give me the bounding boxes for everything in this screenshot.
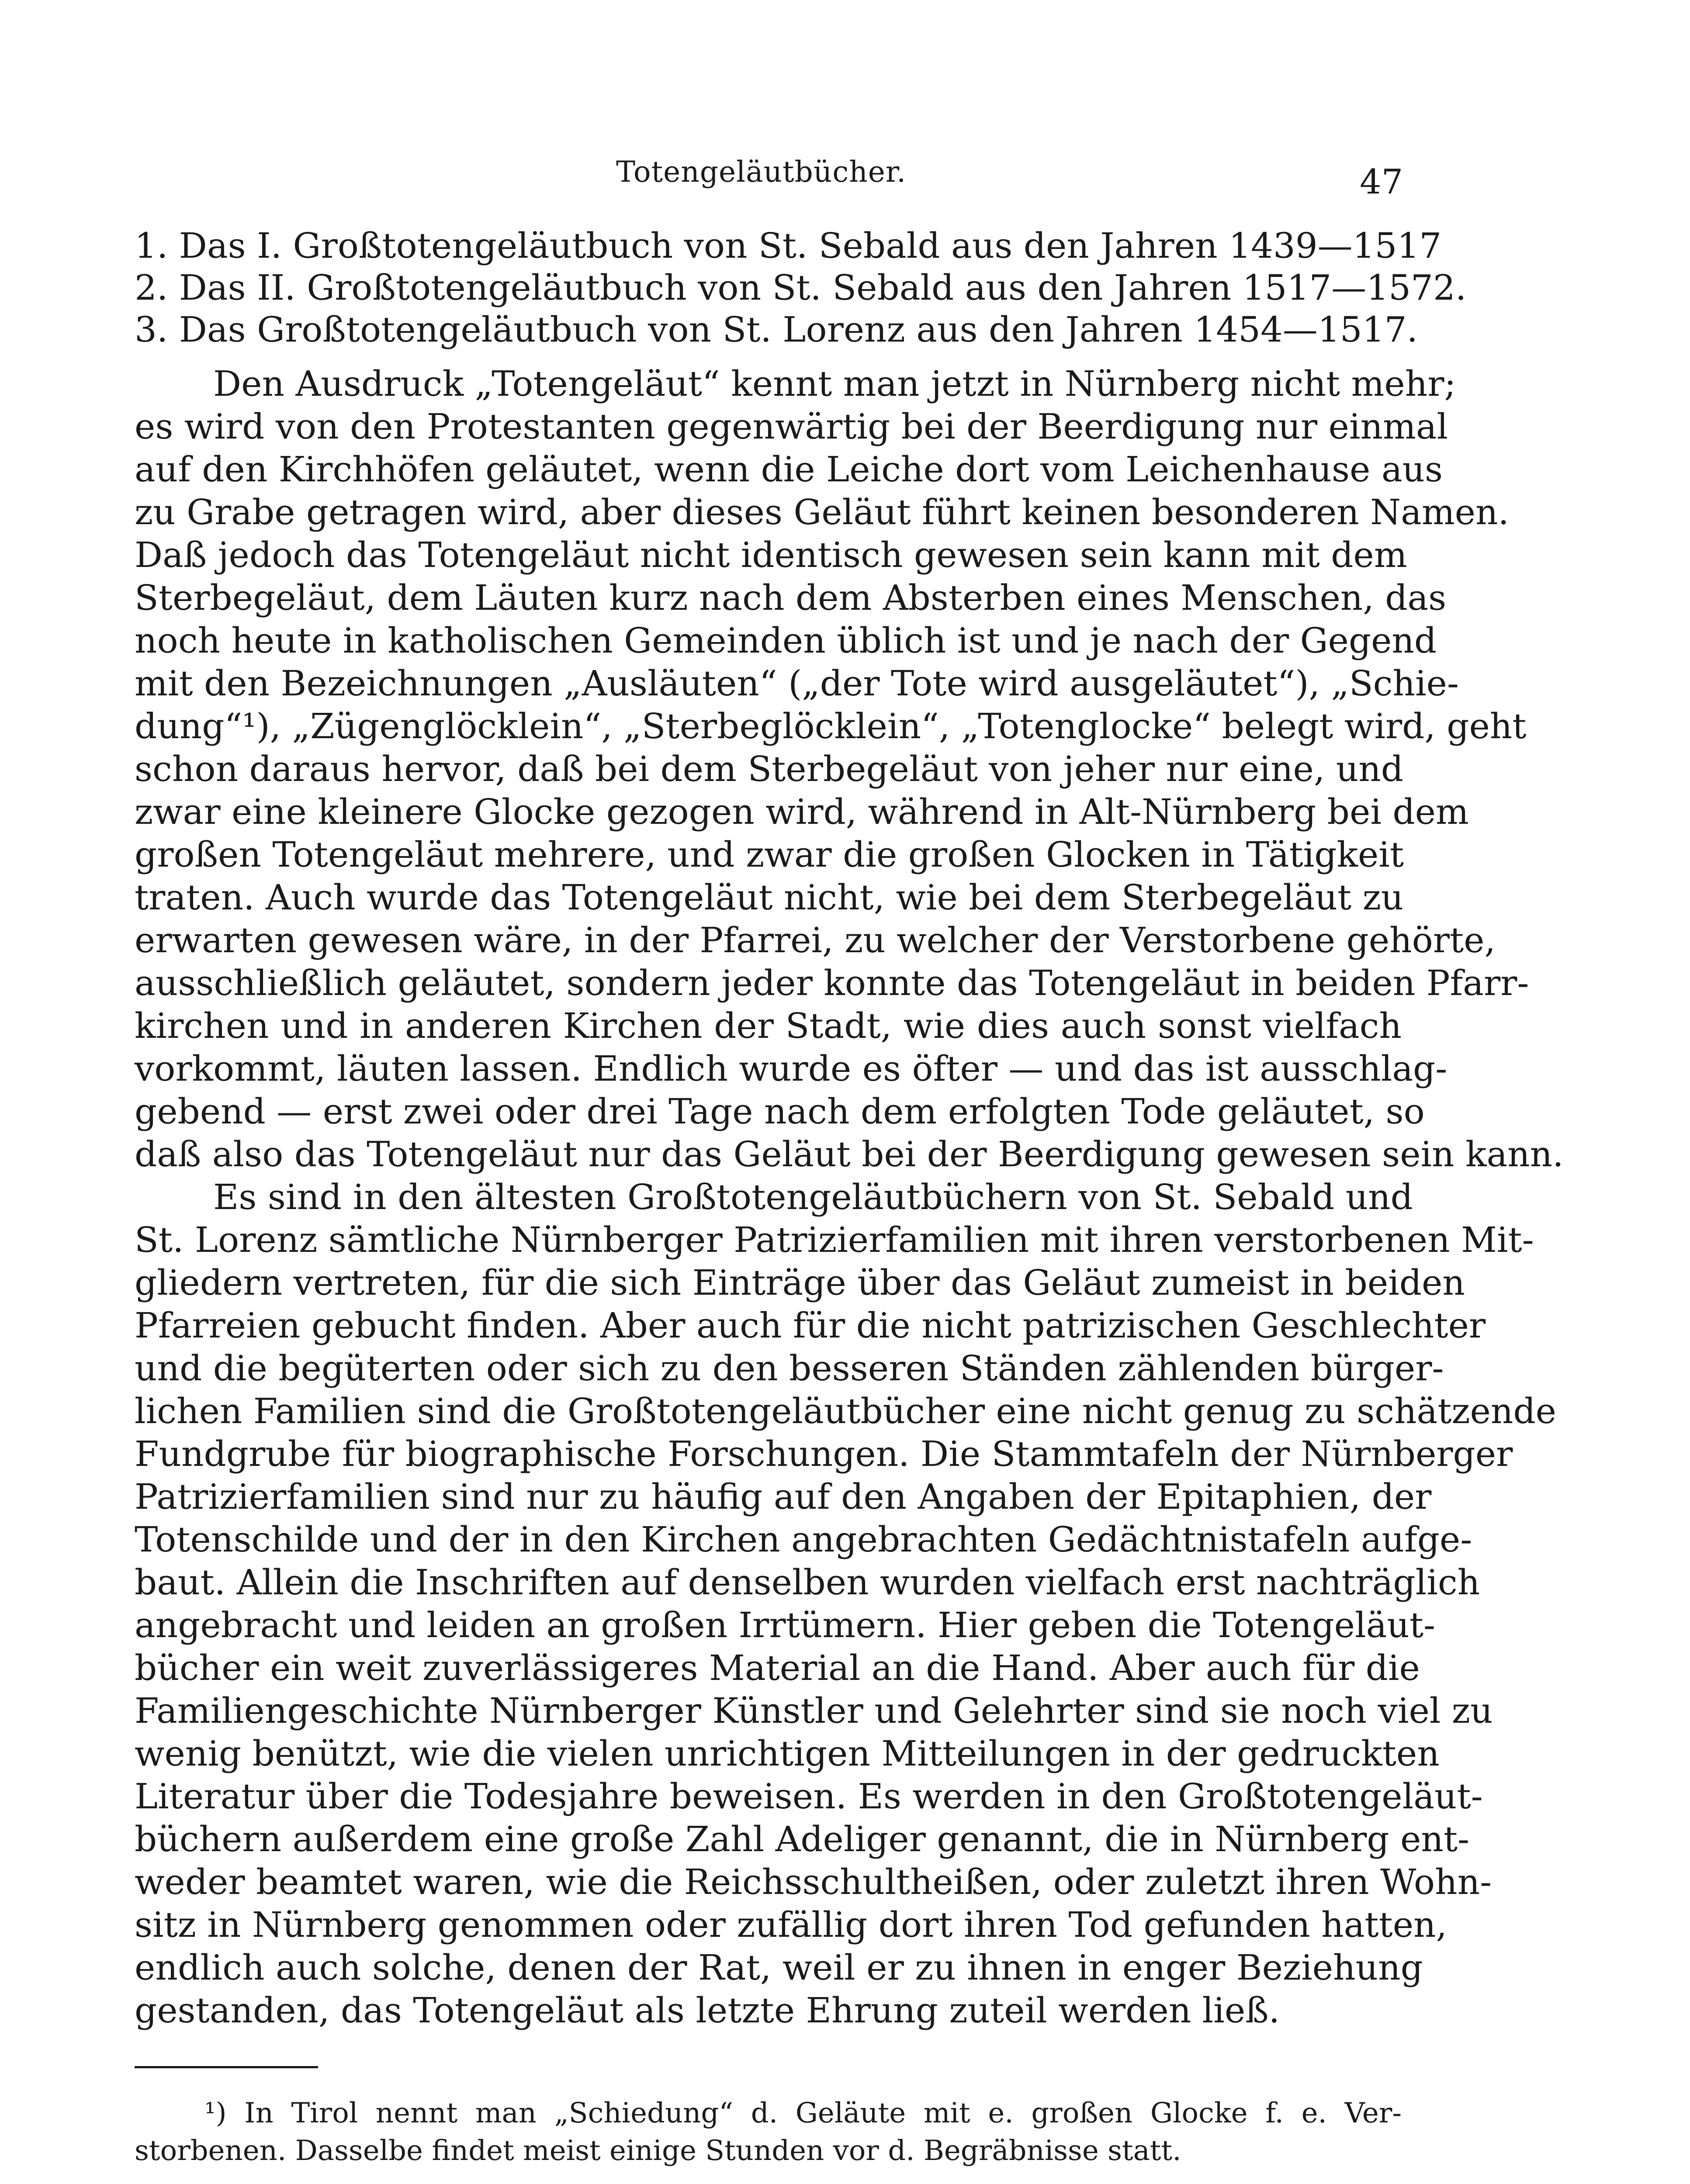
text-line: sitz in Nürnberg genommen oder zufällig dort ihren Tod gefunden hatten, — [135, 1904, 1447, 1945]
text-line: Literatur über die Todesjahre beweisen. Es werden in den Großtotengeläut- — [135, 1776, 1483, 1817]
text-line: wenig benützt, wie die vielen unrichtigen Mitteilungen in der gedruckten — [135, 1733, 1440, 1774]
footnotes — [135, 2094, 1402, 2170]
text-line: dung“¹), „Zügenglöcklein“, „Sterbeglöcklein“, „Totenglocke“ belegt wird, geht — [135, 706, 1527, 746]
text-line: großen Totengeläut mehrere, und zwar die großen Glocken in Tätigkeit — [135, 834, 1404, 875]
body-text — [135, 363, 1564, 2032]
text-line: ausschließlich geläutet, sondern jeder konnte das Totengeläut in beiden Pfarr- — [135, 963, 1529, 1003]
text-line: daß also das Totengeläut nur das Geläut bei der Beerdigung gewesen sein kann. — [135, 1134, 1564, 1175]
text-line: Totenschilde und der in den Kirchen angebrachten Gedächtnistafeln aufge- — [135, 1519, 1472, 1560]
text-line: zwar eine kleinere Glocke gezogen wird, während in Alt-Nürnberg bei dem — [135, 791, 1469, 832]
text-line: Fundgrube für biographische Forschungen. Die Stammtafeln der Nürnberger — [135, 1434, 1513, 1474]
text-line: angebracht und leiden an großen Irrtümern. Hier geben die Totengeläut- — [135, 1605, 1435, 1645]
text-line: mit den Bezeichnungen „Ausläuten“ („der Tote wird ausgeläutet“), „Schie- — [135, 663, 1459, 704]
text-line: zu Grabe getragen wird, aber dieses Geläut führt keinen besonderen Namen. — [135, 492, 1509, 532]
text-line: bücher ein weit zuverlässigeres Material an die Hand. Aber auch für die — [135, 1648, 1420, 1688]
text-line: noch heute in katholischen Gemeinden üblich ist und je nach der Gegend — [135, 620, 1437, 661]
list-item: 2. Das II. Großtotengeläutbuch von St. Sebald aus den Jahren 1517—1572. — [135, 267, 1467, 308]
text-line: traten. Auch wurde das Totengeläut nicht, wie bei dem Sterbegeläut zu — [135, 877, 1404, 918]
source-list — [135, 225, 1467, 351]
text-line: Patrizierfamilien sind nur zu häufig auf den Angaben der Epitaphien, der — [135, 1476, 1432, 1517]
text-line: Es sind in den ältesten Großtotengeläutbüchern von St. Sebald und — [213, 1177, 1413, 1217]
text-line: endlich auch solche, denen der Rat, weil er zu ihnen in enger Beziehung — [135, 1947, 1423, 1988]
text-line: lichen Familien sind die Großtotengeläutbücher eine nicht genug zu schätzende — [135, 1391, 1556, 1431]
page-number: 47 — [1360, 162, 1403, 202]
text-line: und die begüterten oder sich zu den besseren Ständen zählenden bürger- — [135, 1348, 1444, 1389]
text-line: Familiengeschichte Nürnberger Künstler und Gelehrter sind sie noch viel zu — [135, 1690, 1493, 1731]
text-line: Daß jedoch das Totengeläut nicht identisch gewesen sein kann mit dem — [135, 535, 1407, 575]
text-line: es wird von den Protestanten gegenwärtig bei der Beerdigung nur einmal — [135, 406, 1448, 447]
text-line: schon daraus hervor, daß bei dem Sterbegeläut von jeher nur eine, und — [135, 749, 1403, 789]
text-line: Den Ausdruck „Totengeläut“ kennt man jetzt in Nürnberg nicht mehr; — [213, 363, 1456, 404]
list-item: 3. Das Großtotengeläutbuch von St. Lorenz aus den Jahren 1454—1517. — [135, 309, 1418, 350]
text-line: weder beamtet waren, wie die Reichsschultheißen, oder zuletzt ihren Wohn- — [135, 1862, 1492, 1902]
list-item: 1. Das I. Großtotengeläutbuch von St. Sebald aus den Jahren 1439—1517 — [135, 225, 1442, 266]
text-line: kirchen und in anderen Kirchen der Stadt, wie dies auch sonst vielfach — [135, 1006, 1402, 1046]
footnote-line: ¹) In Tirol nennt man „Schiedung“ d. Geläute mit e. großen Glocke f. e. Ver- — [204, 2097, 1402, 2129]
text-line: Pfarreien gebucht finden. Aber auch für die nicht patrizischen Geschlechter — [135, 1305, 1486, 1346]
running-title: Totengeläutbücher. — [616, 155, 907, 189]
footnote-divider — [135, 2066, 318, 2068]
text-line: St. Lorenz sämtliche Nürnberger Patrizierfamilien mit ihren verstorbenen Mit- — [135, 1220, 1534, 1260]
text-line: auf den Kirchhöfen geläutet, wenn die Leiche dort vom Leichenhause aus — [135, 449, 1443, 490]
footnote-line: storbenen. Dasselbe findet meist einige Stunden vor d. Begräbnisse statt. — [135, 2135, 1181, 2167]
text-line: Sterbegeläut, dem Läuten kurz nach dem Absterben eines Menschen, das — [135, 577, 1447, 618]
text-line: gliedern vertreten, für die sich Einträge über das Geläut zumeist in beiden — [135, 1262, 1465, 1303]
text-line: baut. Allein die Inschriften auf denselben wurden vielfach erst nachträglich — [135, 1562, 1480, 1603]
text-line: büchern außerdem eine große Zahl Adeliger genannt, die in Nürnberg ent- — [135, 1819, 1469, 1859]
text-line: vorkommt, läuten lassen. Endlich wurde es öfter — und das ist ausschlag- — [135, 1048, 1448, 1089]
text-line: gestanden, das Totengeläut als letzte Ehrung zuteil werden ließ. — [135, 1990, 1280, 2031]
text-line: erwarten gewesen wäre, in der Pfarrei, zu welcher der Verstorbene gehörte, — [135, 920, 1496, 961]
text-line: gebend — erst zwei oder drei Tage nach dem erfolgten Tode geläutet, so — [135, 1091, 1425, 1132]
